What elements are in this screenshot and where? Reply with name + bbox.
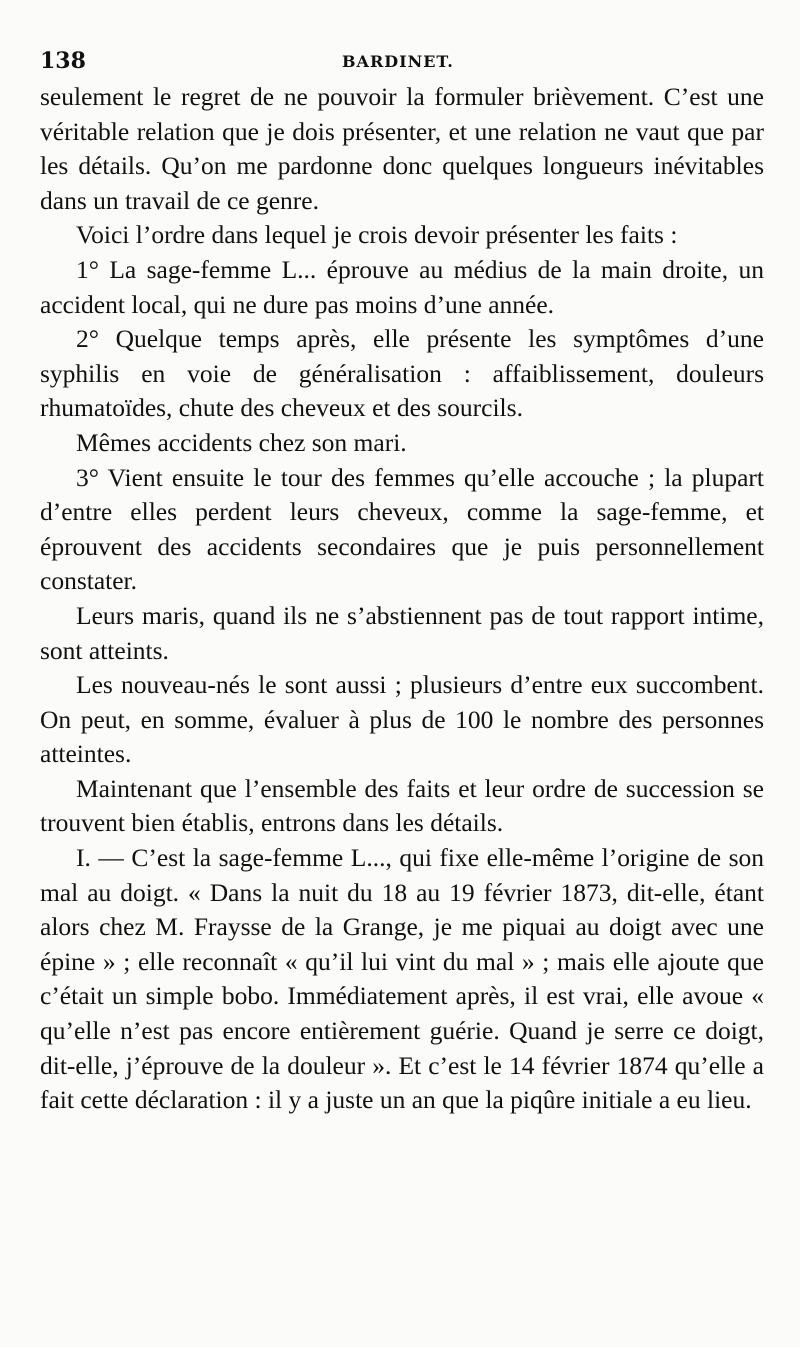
page-number: 138 — [40, 48, 86, 74]
paragraph: Leurs maris, quand ils ne s’abstiennent pas de tout rapport intime, sont atteints. — [40, 600, 764, 665]
body-text — [40, 80, 764, 1118]
paragraph: 2° Quelque temps après, elle présente les symptômes d’une syphilis en voie de généralisation : affaiblissement, douleurs rhumatoïdes, chute des cheveux et des sourcils. — [40, 324, 764, 423]
paragraph: Mêmes accidents chez son mari. — [76, 427, 407, 457]
paragraph: Maintenant que l’ensemble des faits et leur ordre de succession se trouvent bien établis, entrons dans les détails. — [40, 773, 764, 838]
paragraph: 3° Vient ensuite le tour des femmes qu’elle accouche ; la plupart d’entre elles perdent leurs cheveux, comme la sage-femme, et éprouvent des accidents secondaires que je puis personnellement constater. — [40, 462, 764, 596]
page-header — [40, 48, 760, 84]
paragraph: seulement le regret de ne pouvoir la formuler brièvement. C’est une véritable relation que je dois présenter, et une relation ne vaut que par les détails. Qu’on me pardonne donc quelques longueurs inévitables dans un travail de ce genre. — [40, 82, 764, 215]
running-head: BARDINET. — [342, 52, 454, 71]
paragraph: Voici l’ordre dans lequel je crois devoir présenter les faits : — [76, 220, 678, 250]
paragraph: I. — C’est la sage-femme L..., qui fixe elle-même l’origine de son mal au doigt. « Dans la nuit du 18 au 19 février 1873, dit-elle, étant alors chez M. Fraysse de la Grange, je me piquai au doigt avec une épine » ; elle reconnaît « qu’il lui vint du mal » ; mais elle ajoute que c’était un simple bobo. Immédiatement après, il est vrai, elle avoue « qu’elle n’est pas encore entièrement guérie. Quand je serre ce doigt, dit-elle, j’éprouve de la douleur ». Et c’est le 14 février 1874 qu’elle a fait cette déclaration : il y a juste un an que la piqûre initiale a eu lieu. — [40, 843, 764, 1115]
paragraph: Les nouveau-nés le sont aussi ; plusieurs d’entre eux succombent. On peut, en somme, évaluer à plus de 100 le nombre des personnes atteintes. — [40, 670, 764, 769]
paragraph: 1° La sage-femme L... éprouve au médius de la main droite, un accident local, qui ne dure pas moins d’une année. — [40, 254, 764, 319]
